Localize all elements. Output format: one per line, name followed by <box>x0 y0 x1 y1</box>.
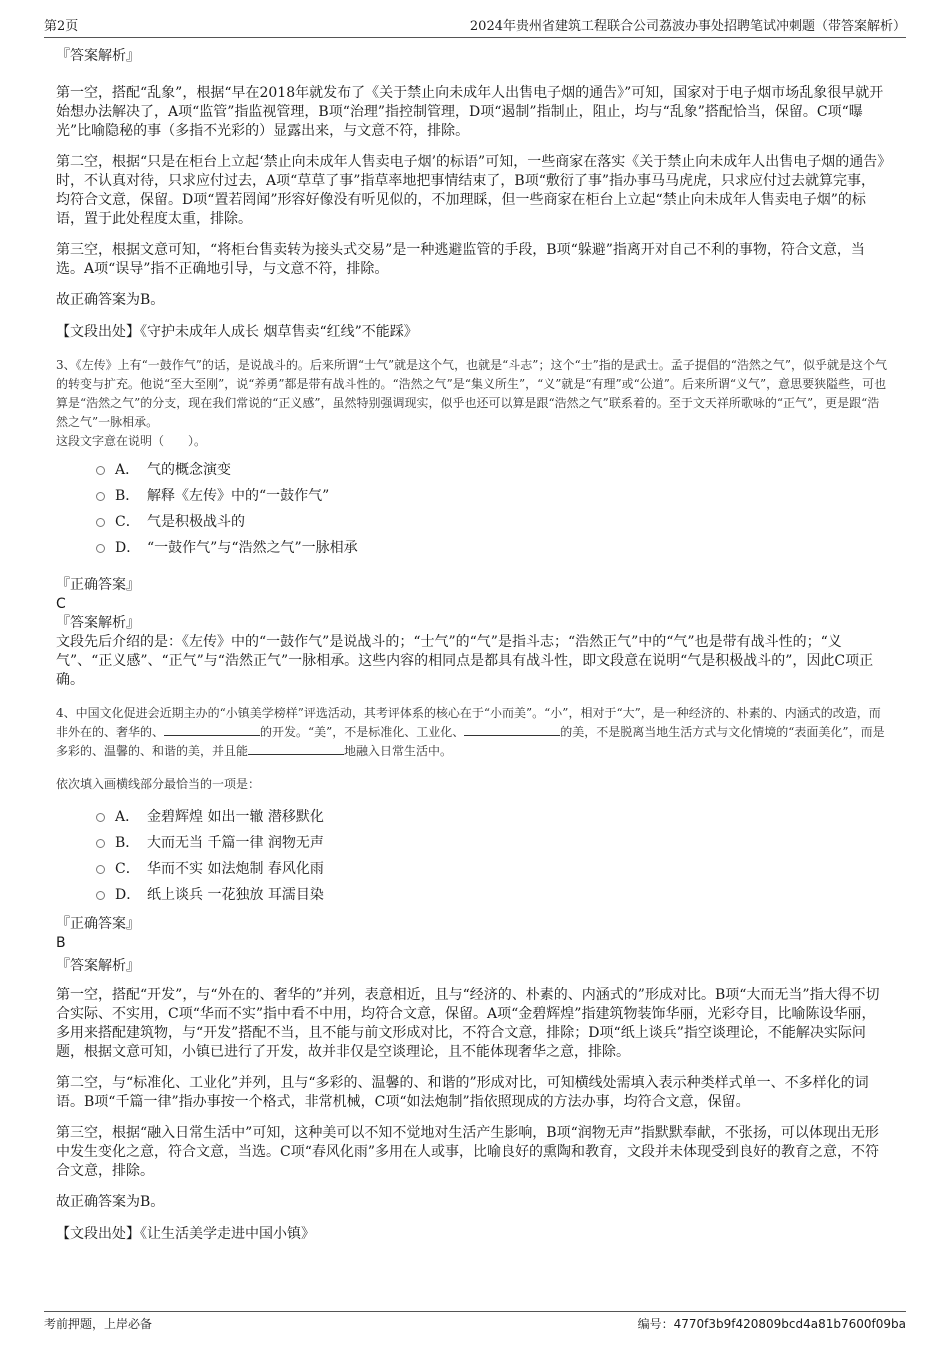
q3-option-b[interactable] <box>96 483 888 509</box>
option-letter: C． <box>115 861 140 877</box>
option-letter: C． <box>115 514 140 530</box>
radio-icon[interactable] <box>96 492 105 501</box>
option-letter: B． <box>115 488 140 504</box>
q4-option-b[interactable] <box>96 830 888 856</box>
footer-serial: 编号：4770f3b9f420809bcd4a81b7600f09ba <box>637 1317 906 1331</box>
q4-blank-3 <box>248 742 344 755</box>
q4-option-c[interactable] <box>96 856 888 882</box>
page-header <box>44 12 906 38</box>
option-text: 解释《左传》中的“一鼓作气” <box>147 488 330 504</box>
radio-icon[interactable] <box>96 518 105 527</box>
q4-analysis-paragraph-3: 第三空，根据“融入日常生活中”可知，这种美可以不知不觉地对生活产生影响，B项“润物无声”指默默奉献，不张扬，可以体现出无形中发生变化之意，符合文意，当选。C项“春风化雨”多用在人或事，比喻良好的熏陶和教育，文段并未体现受到良好的教育之意，不符合文意，排除。 <box>56 1125 880 1179</box>
q4-analysis-label: 『答案解析』 <box>56 958 140 974</box>
option-text: “一鼓作气”与“浩然之气”一脉相承 <box>147 540 358 556</box>
q4-stem-part-3: 的美，不是脱离当地生活方式与文化情境的“表面美化”，而是多彩的、温馨的、和谐的美，并且能 <box>56 725 885 758</box>
q3-analysis-label: 『答案解析』 <box>56 615 140 631</box>
q4-analysis-paragraph-1: 第一空，搭配“开发”，与“外在的、奢华的”并列，表意相近，且与“经济的、朴素的、内涵式的”形成对比。B项“大而无当”指大得不切合实际、不实用，C项“华而不实”指中看不中用，均符合文意，保留。A项“金碧辉煌”指建筑物装饰华丽，光彩夺目，比喻陈设华丽，多用来搭配建筑物，与“开发”搭配不当，且不能与前文形成对比，不符合文意，排除；D项“纸上谈兵”指空谈理论，不能解决实际问题，根据文意可知，小镇已进行了开发，故并非仅是空谈理论，且不能体现奢华之意，排除。 <box>56 987 880 1060</box>
radio-icon[interactable] <box>96 891 105 900</box>
option-text: 华而不实 如法炮制 春风化雨 <box>147 861 324 877</box>
radio-icon[interactable] <box>96 466 105 475</box>
q2-analysis-paragraph-3: 第三空，根据文意可知，“将柜台售卖转为接头式交易”是一种逃避监管的手段，B项“躲避”指离开对自己不利的事物，符合文意，当选。A项“误导”指不正确地引导，与文意不符，排除。 <box>56 242 865 277</box>
page-number: 第2页 <box>44 19 79 34</box>
option-text: 金碧辉煌 如出一辙 潜移默化 <box>147 809 324 825</box>
q4-conclusion: 故正确答案为B。 <box>56 1194 165 1210</box>
document-title: 2024年贵州省建筑工程联合公司荔波办事处招聘笔试冲刺题（带答案解析） <box>469 19 906 34</box>
q4-option-a[interactable] <box>96 804 888 830</box>
q3-prompt: 这段文字意在说明（ ）。 <box>56 434 207 448</box>
q4-stem-part-2: 的开发。“美”，不是标准化、工业化、 <box>260 725 465 739</box>
q4-stem <box>56 704 888 761</box>
page-content <box>56 42 888 1244</box>
q4-option-d[interactable] <box>96 882 888 908</box>
q2-analysis-paragraph-1: 第一空，搭配“乱象”，根据“早在2018年就发布了《关于禁止向未成年人出售电子烟的通告》”可知，国家对于电子烟市场乱象很早就开始想办法解决了，A项“监管”指监视管理，B项“治理”指控制管理，D项“遏制”指制止，阻止，均与“乱象”搭配恰当，保留。C项“曝光”比喻隐秘的事（多指不光彩的）显露出来，与文意不符，排除。 <box>56 85 884 139</box>
radio-icon[interactable] <box>96 813 105 822</box>
q4-correct-label: 『正确答案』 <box>56 916 140 932</box>
page-footer <box>44 1311 906 1332</box>
option-text: 气的概念演变 <box>147 462 231 478</box>
footer-tagline: 考前押题，上岸必备 <box>44 1317 153 1331</box>
q2-analysis-label: 『答案解析』 <box>56 48 140 64</box>
q4-source: 【文段出处】《让生活美学走进中国小镇》 <box>56 1226 315 1242</box>
q2-analysis-paragraph-2: 第二空，根据“只是在柜台上立起‘禁止向未成年人售卖电子烟’的标语”可知，一些商家在落实《关于禁止向未成年人出售电子烟的通告》时，不认真对待，只求应付过去，A项“草草了事”指草率地把事情结束了，B项“敷衍了事”指办事马马虎虎，只求应付过去就算完事，均符合文意，保留。D项“置若罔闻”形容好像没有听见似的，不加理睬，但一些商家在柜台上立起“禁止向未成年人售卖电子烟”的标语，置于此处程度太重，排除。 <box>56 154 885 227</box>
q4-stem-part-1: 4、中国文化促进会近期主办的“小镇美学榜样”评选活动，其考评体系的核心在于“小而美”。“小”，相对于“大”，是一种经济的、朴素的、内涵式的改造，而非外在的、奢华的、 <box>56 706 881 739</box>
q3-stem: 3、《左传》上有“一鼓作气”的话，是说战斗的。后来所谓“士气”就是这个气，也就是“斗志”；这个“士”指的是武士。孟子提倡的“浩然之气”，似乎就是这个气的转变与扩充。他说“至大至刚”，说“养勇”都是带有战斗性的。“浩然之气”是“集义所生”，“义”就是“有理”或“公道”。后来所谓“义气”，意思要狭隘些，可也算是“浩然之气”的分支，现在我们常说的“正义感”，虽然特别强调现实，似乎也还可以算是跟“浩然之气”联系着的。至于文天祥所歌咏的“正气”，更是跟“浩然之气”一脉相承。 <box>56 358 887 429</box>
q3-option-a[interactable] <box>96 457 888 483</box>
option-letter: B． <box>115 835 140 851</box>
q2-source: 【文段出处】《守护未成年人成长 烟草售卖“红线”不能踩》 <box>56 324 418 340</box>
q3-option-c[interactable] <box>96 509 888 535</box>
option-letter: A． <box>115 809 140 825</box>
q3-correct-answer: C <box>56 596 66 612</box>
q3-analysis: 文段先后介绍的是：《左传》中的“一鼓作气”是说战斗的；“士气”的“气”是指斗志；“浩然正气”中的“气”也是带有战斗性的；“义气”、“正义感”、“正气”与“浩然正气”一脉相承。这些内容的相同点是都具有战斗性，即文段意在说明“气是积极战斗的”，因此C项正确。 <box>56 634 874 688</box>
option-text: 纸上谈兵 一花独放 耳濡目染 <box>147 887 324 903</box>
q3-option-d[interactable] <box>96 535 888 561</box>
q4-prompt: 依次填入画横线部分最恰当的一项是： <box>56 777 261 791</box>
radio-icon[interactable] <box>96 839 105 848</box>
q4-blank-1 <box>164 723 260 736</box>
q4-analysis-paragraph-2: 第二空，与“标准化、工业化”并列，且与“多彩的、温馨的、和谐的”形成对比，可知横线处需填入表示种类样式单一、不多样化的词语。B项“千篇一律”指办事按一个格式，非常机械，C项“如法炮制”指依照现成的方法办事，均符合文意，保留。 <box>56 1075 869 1110</box>
radio-icon[interactable] <box>96 865 105 874</box>
q4-blank-2 <box>464 723 560 736</box>
option-text: 气是积极战斗的 <box>147 514 245 530</box>
q2-conclusion: 故正确答案为B。 <box>56 292 165 308</box>
q3-correct-label: 『正确答案』 <box>56 577 140 593</box>
radio-icon[interactable] <box>96 544 105 553</box>
q4-correct-answer: B <box>56 935 66 951</box>
q4-options <box>96 804 888 908</box>
option-letter: D． <box>115 887 141 903</box>
q4-stem-part-4: 地融入日常生活中。 <box>344 744 453 758</box>
option-letter: A． <box>115 462 140 478</box>
q3-options <box>96 457 888 561</box>
option-text: 大而无当 千篇一律 润物无声 <box>147 835 324 851</box>
option-letter: D． <box>115 540 141 556</box>
